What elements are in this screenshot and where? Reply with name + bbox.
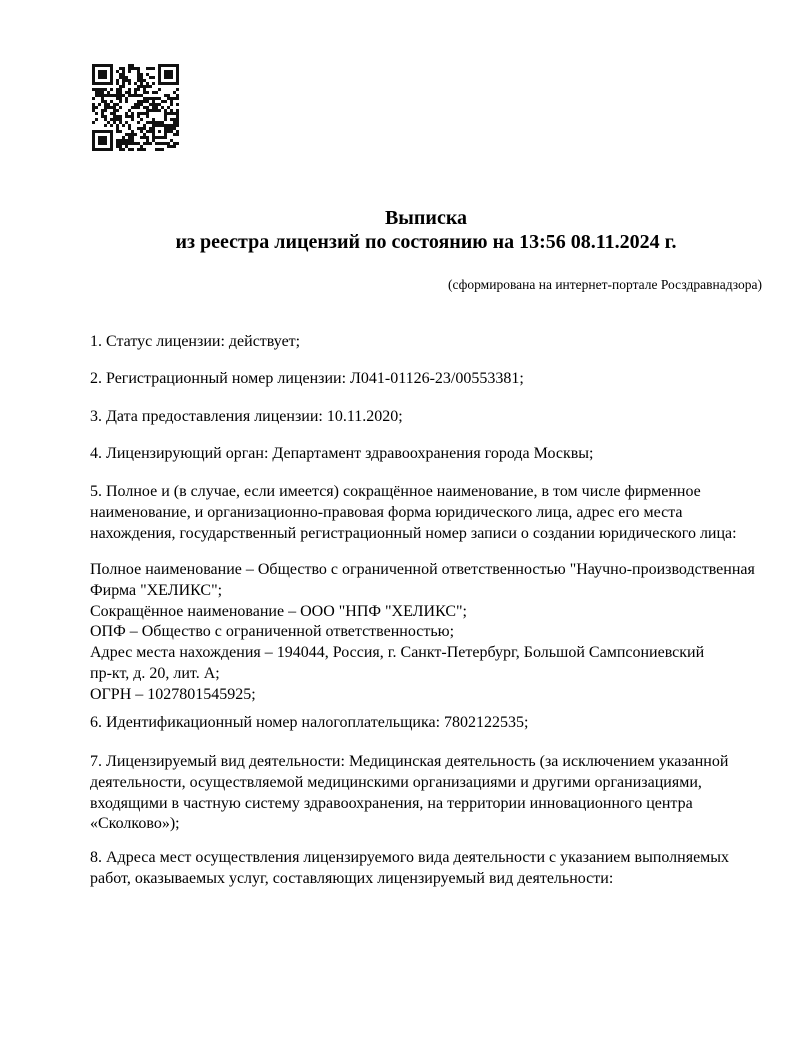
licensing-authority-paragraph: 4. Лицензирующий орган: Департамент здравоохранения города Москвы;	[90, 445, 594, 462]
licensed-activity-paragraph: 7. Лицензируемый вид деятельности: Медицинская деятельность (за исключением указанной деятельности, осуществляемой медицинскими организациями и другими организациями, входящими в частную систему здравоохранения, на территории инновационного центра «Сколково»);	[90, 753, 729, 833]
license-status-paragraph: 1. Статус лицензии: действует;	[90, 333, 301, 350]
license-grant-date-paragraph: 3. Дата предоставления лицензии: 10.11.2020;	[90, 408, 403, 425]
document-subtitle: (сформирована на интернет-портале Росздравнадзора)	[447, 277, 762, 292]
document-title: Выписка из реестра лицензий по состоянию на 13:56 08.11.2024 г.	[175, 207, 677, 253]
activity-addresses-heading-paragraph: 8. Адреса мест осуществления лицензируемого вида деятельности с указанием выполняемых работ, оказываемых услуг, составляющих лицензируемый вид деятельности:	[90, 849, 730, 887]
document-content	[90, 0, 762, 1054]
license-registration-number-paragraph: 2. Регистрационный номер лицензии: Л041-01126-23/00553381;	[90, 370, 524, 387]
taxpayer-id-paragraph: 6. Идентификационный номер налогоплательщика: 7802122535;	[90, 714, 529, 731]
legal-entity-details-paragraph: Полное наименование – Общество с ограниченной ответственностью "Научно-производственная Фирма "ХЕЛИКС"; Сокращённое наименование – ООО "НПФ "ХЕЛИКС"; ОПФ – Общество с ограниченной ответственностью; Адрес места нахождения – 194044, Россия, г. Санкт-Петербург, Большой Сампсониевский пр-кт, д. 20, лит. А; ОГРН – 1027801545925;	[90, 561, 755, 703]
legal-entity-heading-paragraph: 5. Полное и (в случае, если имеется) сокращённое наименование, в том числе фирменное наименование, и организационно-правовая форма юридического лица, адрес его места нахождения, государственный регистрационный номер записи о создании юридического лица:	[90, 483, 737, 542]
